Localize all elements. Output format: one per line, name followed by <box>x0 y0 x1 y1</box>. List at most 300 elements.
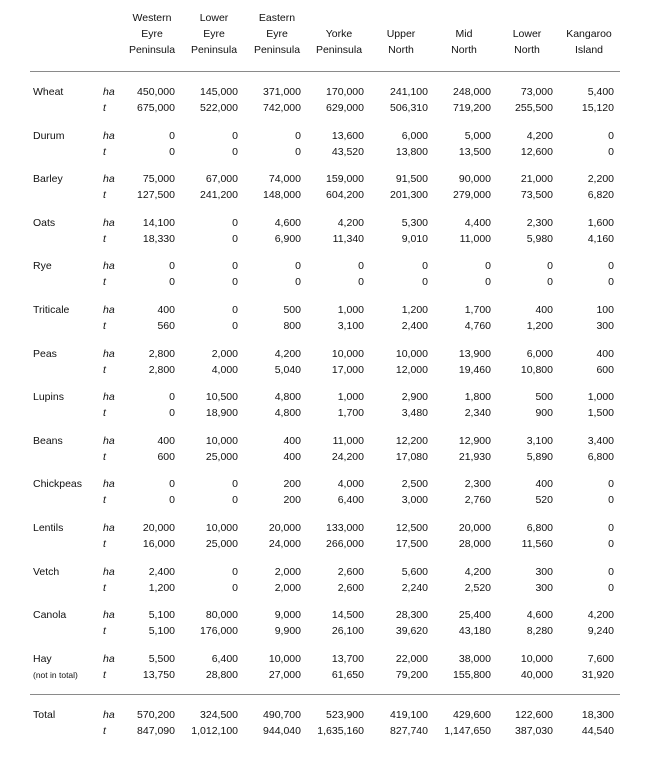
table-cell: 2,000 <box>274 565 301 578</box>
table-cell: 13,700 <box>331 652 364 665</box>
table-cell: 5,890 <box>526 450 553 463</box>
column-header <box>429 26 499 58</box>
table-cell: 13,600 <box>331 129 364 142</box>
table-cell: 6,400 <box>211 652 238 665</box>
table-cell: 2,900 <box>401 391 428 404</box>
table-cell: 19,460 <box>458 363 491 376</box>
table-cell: 127,500 <box>137 189 175 202</box>
unit-label: ha <box>103 86 115 98</box>
table-cell: 148,000 <box>263 189 301 202</box>
table-cell: 4,400 <box>464 216 491 229</box>
unit-label: ha <box>103 709 115 721</box>
unit-label: ha <box>103 565 115 578</box>
unit-label: t <box>103 450 106 463</box>
total-value: 570,200 <box>137 709 175 721</box>
table-cell: 7,600 <box>587 652 614 665</box>
table-cell: 0 <box>232 494 238 507</box>
table-cell: 1,200 <box>526 320 553 332</box>
table-cell: 6,800 <box>587 450 614 463</box>
crop-name: Rye <box>33 260 52 273</box>
column-header-line: North <box>514 44 540 56</box>
table-cell: 0 <box>608 276 614 289</box>
table-cell: 17,500 <box>395 538 428 550</box>
table-cell: 43,520 <box>331 145 364 158</box>
table-cell: 400 <box>283 450 301 463</box>
table-cell: 2,400 <box>148 565 175 578</box>
table-cell: 2,000 <box>211 347 238 360</box>
crop-name: Peas <box>33 347 57 360</box>
unit-label: t <box>103 232 106 245</box>
unit-label: ha <box>103 652 115 665</box>
table-cell: 2,300 <box>464 478 491 491</box>
crop-name: Canola <box>33 609 67 622</box>
table-cell: 0 <box>232 478 238 491</box>
table-cell: 1,000 <box>337 304 364 316</box>
table-cell: 604,200 <box>326 189 364 202</box>
unit-label: t <box>103 145 106 158</box>
table-cell: 155,800 <box>453 668 491 681</box>
crop-name: Hay <box>33 652 52 665</box>
table-cell: 24,200 <box>331 450 364 463</box>
crop-name: Durum <box>33 129 65 142</box>
table-cell: 241,200 <box>200 189 238 202</box>
table-cell: 9,000 <box>274 609 301 622</box>
total-rule <box>30 694 620 695</box>
unit-label: ha <box>103 347 115 360</box>
table-cell: 14,100 <box>142 216 175 229</box>
table-cell: 500 <box>283 304 301 316</box>
table-cell: 0 <box>358 260 364 273</box>
column-header <box>492 26 562 58</box>
table-cell: 0 <box>608 565 614 578</box>
table-cell: 3,100 <box>337 320 364 332</box>
table-cell: 5,100 <box>148 609 175 622</box>
table-cell: 0 <box>295 129 301 142</box>
total-value: 1,147,650 <box>444 725 491 737</box>
table-cell: 0 <box>608 478 614 491</box>
table-cell: 0 <box>232 581 238 594</box>
unit-label: ha <box>103 434 115 447</box>
table-cell: 3,000 <box>401 494 428 507</box>
crop-name: Beans <box>33 434 63 447</box>
total-value: 18,300 <box>581 709 614 721</box>
table-cell: 500 <box>535 391 553 404</box>
column-header-line: Western <box>132 12 172 24</box>
table-cell: 1,700 <box>337 407 364 420</box>
table-cell: 0 <box>608 129 614 142</box>
column-header-line: Peninsula <box>253 44 301 56</box>
table-cell: 12,200 <box>395 434 428 447</box>
unit-label: t <box>103 538 106 550</box>
table-cell: 0 <box>169 494 175 507</box>
column-header <box>554 26 624 58</box>
unit-label: ha <box>103 129 115 142</box>
table-cell: 39,620 <box>395 625 428 638</box>
table-cell: 1,500 <box>587 407 614 420</box>
table-cell: 0 <box>422 260 428 273</box>
table-cell: 4,200 <box>274 347 301 360</box>
table-cell: 26,100 <box>331 625 364 638</box>
unit-label: t <box>103 625 106 638</box>
crop-name: Triticale <box>33 304 70 316</box>
table-cell: 14,500 <box>331 609 364 622</box>
table-cell: 25,400 <box>458 609 491 622</box>
crop-name: Oats <box>33 216 56 229</box>
table-cell: 0 <box>547 276 553 289</box>
column-header <box>366 26 436 58</box>
table-cell: 629,000 <box>326 102 364 114</box>
table-cell: 0 <box>608 260 614 273</box>
total-value: 387,030 <box>515 725 553 737</box>
table-cell: 1,800 <box>464 391 491 404</box>
table-cell: 4,160 <box>587 232 614 245</box>
table-cell: 20,000 <box>458 522 491 534</box>
table-cell: 5,500 <box>148 652 175 665</box>
column-header-line: Peninsula <box>190 44 238 56</box>
table-cell: 0 <box>169 391 175 404</box>
table-cell: 0 <box>485 260 491 273</box>
table-cell: 2,760 <box>464 494 491 507</box>
table-cell: 3,480 <box>401 407 428 420</box>
table-cell: 38,000 <box>458 652 491 665</box>
table-cell: 4,800 <box>274 407 301 420</box>
table-cell: 3,400 <box>587 434 614 447</box>
unit-label: t <box>103 725 106 737</box>
table-cell: 5,400 <box>587 86 614 98</box>
table-cell: 1,000 <box>587 391 614 404</box>
table-cell: 2,300 <box>526 216 553 229</box>
table-cell: 506,310 <box>390 102 428 114</box>
table-cell: 31,920 <box>581 668 614 681</box>
table-cell: 0 <box>232 260 238 273</box>
table-cell: 28,000 <box>458 538 491 550</box>
table-cell: 200 <box>283 478 301 491</box>
column-header-line: North <box>451 44 477 56</box>
table-cell: 1,200 <box>148 581 175 594</box>
table-cell: 4,200 <box>526 129 553 142</box>
table-cell: 520 <box>535 494 553 507</box>
table-cell: 12,500 <box>395 522 428 534</box>
table-cell: 1,600 <box>587 216 614 229</box>
table-cell: 40,000 <box>520 668 553 681</box>
table-cell: 8,280 <box>526 625 553 638</box>
table-cell: 4,600 <box>274 216 301 229</box>
table-cell: 0 <box>358 276 364 289</box>
table-cell: 6,000 <box>401 129 428 142</box>
table-cell: 0 <box>608 145 614 158</box>
table-cell: 2,240 <box>401 581 428 594</box>
table-cell: 0 <box>295 276 301 289</box>
table-cell: 0 <box>169 276 175 289</box>
unit-label: ha <box>103 609 115 622</box>
total-value: 523,900 <box>326 709 364 721</box>
table-cell: 1,200 <box>401 304 428 316</box>
table-cell: 28,800 <box>205 668 238 681</box>
column-header-line: Eyre <box>141 28 163 40</box>
table-cell: 0 <box>232 216 238 229</box>
table-cell: 80,000 <box>205 609 238 622</box>
table-cell: 0 <box>232 565 238 578</box>
table-cell: 28,300 <box>395 609 428 622</box>
table-cell: 719,200 <box>453 102 491 114</box>
table-cell: 0 <box>422 276 428 289</box>
table-cell: 170,000 <box>326 86 364 98</box>
table-cell: 6,800 <box>526 522 553 534</box>
table-cell: 5,040 <box>274 363 301 376</box>
table-cell: 0 <box>295 260 301 273</box>
total-value: 490,700 <box>263 709 301 721</box>
table-cell: 2,600 <box>337 581 364 594</box>
table-cell: 4,000 <box>337 478 364 491</box>
table-cell: 2,800 <box>148 347 175 360</box>
table-cell: 0 <box>232 129 238 142</box>
table-cell: 4,000 <box>211 363 238 376</box>
table-cell: 0 <box>169 407 175 420</box>
unit-label: t <box>103 320 106 332</box>
total-label: Total <box>33 709 56 721</box>
crop-note: (not in total) <box>33 669 78 680</box>
unit-label: t <box>103 276 106 289</box>
table-cell: 11,340 <box>332 232 364 245</box>
column-header-line: Lower <box>199 12 229 24</box>
table-cell: 5,980 <box>526 232 553 245</box>
unit-label: t <box>103 189 106 202</box>
table-cell: 2,600 <box>337 565 364 578</box>
total-value: 944,040 <box>263 725 301 737</box>
total-value: 827,740 <box>390 725 428 737</box>
table-cell: 400 <box>283 434 301 447</box>
table-cell: 0 <box>232 276 238 289</box>
table-cell: 21,000 <box>520 173 553 186</box>
table-cell: 0 <box>169 260 175 273</box>
table-cell: 18,330 <box>142 232 175 245</box>
table-cell: 2,800 <box>148 363 175 376</box>
table-cell: 0 <box>232 304 238 316</box>
column-header <box>242 10 312 58</box>
table-cell: 201,300 <box>390 189 428 202</box>
table-cell: 0 <box>232 320 238 332</box>
table-cell: 742,000 <box>263 102 301 114</box>
table-cell: 12,900 <box>458 434 491 447</box>
column-header-line: Eyre <box>266 28 288 40</box>
table-cell: 6,900 <box>274 232 301 245</box>
table-cell: 279,000 <box>453 189 491 202</box>
table-cell: 241,100 <box>390 86 428 98</box>
table-cell: 400 <box>535 304 553 316</box>
table-cell: 133,000 <box>326 522 364 534</box>
table-cell: 61,650 <box>331 668 364 681</box>
crop-name: Wheat <box>33 86 64 98</box>
unit-label: t <box>103 363 106 376</box>
table-cell: 300 <box>596 320 614 332</box>
table-cell: 522,000 <box>200 102 238 114</box>
unit-label: ha <box>103 216 115 229</box>
column-header-line: Eyre <box>203 28 225 40</box>
table-cell: 13,500 <box>458 145 491 158</box>
table-cell: 2,400 <box>401 320 428 332</box>
unit-label: ha <box>103 173 115 186</box>
table-cell: 675,000 <box>137 102 175 114</box>
unit-label: t <box>103 102 106 114</box>
column-header-line: Lower <box>512 28 542 40</box>
table-cell: 4,760 <box>464 320 491 332</box>
table-cell: 10,000 <box>205 522 238 534</box>
table-cell: 100 <box>596 304 614 316</box>
table-cell: 91,500 <box>395 173 428 186</box>
table-cell: 2,000 <box>274 581 301 594</box>
table-cell: 9,010 <box>401 232 428 245</box>
table-cell: 67,000 <box>205 173 238 186</box>
table-cell: 18,900 <box>205 407 238 420</box>
table-cell: 12,600 <box>520 145 553 158</box>
table-cell: 79,200 <box>395 668 428 681</box>
table-cell: 20,000 <box>142 522 175 534</box>
table-cell: 560 <box>157 320 175 332</box>
table-cell: 25,000 <box>205 450 238 463</box>
column-header-line: Eastern <box>258 12 296 24</box>
column-header-line: Island <box>574 44 604 56</box>
unit-label: t <box>103 494 106 507</box>
table-cell: 13,900 <box>458 347 491 360</box>
table-cell: 266,000 <box>326 538 364 550</box>
table-cell: 4,600 <box>526 609 553 622</box>
unit-label: t <box>103 668 106 681</box>
total-value: 122,600 <box>515 709 553 721</box>
table-cell: 10,000 <box>268 652 301 665</box>
table-cell: 248,000 <box>453 86 491 98</box>
table-cell: 2,200 <box>587 173 614 186</box>
total-value: 44,540 <box>581 725 614 737</box>
total-value: 847,090 <box>137 725 175 737</box>
table-cell: 0 <box>608 494 614 507</box>
table-cell: 17,000 <box>331 363 364 376</box>
table-cell: 5,600 <box>401 565 428 578</box>
table-cell: 400 <box>157 434 175 447</box>
table-cell: 6,400 <box>337 494 364 507</box>
table-cell: 600 <box>157 450 175 463</box>
unit-label: ha <box>103 260 115 273</box>
table-cell: 24,000 <box>268 538 301 550</box>
table-cell: 0 <box>485 276 491 289</box>
table-cell: 13,750 <box>142 668 175 681</box>
table-cell: 0 <box>295 145 301 158</box>
table-cell: 145,000 <box>200 86 238 98</box>
table-cell: 5,100 <box>148 625 175 638</box>
table-cell: 176,000 <box>200 625 238 638</box>
column-header-line: Peninsula <box>315 44 363 56</box>
table-cell: 900 <box>535 407 553 420</box>
table-cell: 400 <box>157 304 175 316</box>
table-cell: 0 <box>169 145 175 158</box>
table-cell: 13,800 <box>395 145 428 158</box>
total-value: 419,100 <box>390 709 428 721</box>
table-cell: 4,800 <box>274 391 301 404</box>
table-cell: 6,820 <box>587 189 614 202</box>
table-cell: 27,000 <box>268 668 301 681</box>
column-header-line: Mid <box>455 28 473 40</box>
table-cell: 74,000 <box>268 173 301 186</box>
unit-label: ha <box>103 391 115 404</box>
table-cell: 0 <box>608 538 614 550</box>
total-value: 1,635,160 <box>317 725 364 737</box>
crop-name: Vetch <box>33 565 60 578</box>
table-cell: 10,000 <box>520 652 553 665</box>
table-cell: 400 <box>596 347 614 360</box>
table-cell: 1,700 <box>464 304 491 316</box>
table-cell: 0 <box>608 581 614 594</box>
table-cell: 73,000 <box>520 86 553 98</box>
table-cell: 300 <box>535 565 553 578</box>
table-cell: 17,080 <box>395 450 428 463</box>
table-cell: 11,000 <box>332 434 364 447</box>
table-cell: 371,000 <box>263 86 301 98</box>
table-cell: 9,240 <box>587 625 614 638</box>
table-cell: 300 <box>535 581 553 594</box>
total-value: 324,500 <box>200 709 238 721</box>
table-cell: 0 <box>547 260 553 273</box>
table-cell: 22,000 <box>395 652 428 665</box>
column-header-line: Yorke <box>325 28 353 40</box>
table-cell: 5,300 <box>401 216 428 229</box>
crop-name: Chickpeas <box>33 478 83 491</box>
total-value: 1,012,100 <box>191 725 238 737</box>
table-cell: 11,560 <box>521 538 553 550</box>
unit-label: ha <box>103 478 115 491</box>
column-header <box>304 26 374 58</box>
column-header <box>179 10 249 58</box>
table-cell: 200 <box>283 494 301 507</box>
table-cell: 43,180 <box>458 625 491 638</box>
table-cell: 2,340 <box>464 407 491 420</box>
table-cell: 255,500 <box>515 102 553 114</box>
table-cell: 159,000 <box>326 173 364 186</box>
table-cell: 3,100 <box>526 434 553 447</box>
table-cell: 10,000 <box>395 347 428 360</box>
table-cell: 21,930 <box>458 450 491 463</box>
table-cell: 10,000 <box>331 347 364 360</box>
total-value: 429,600 <box>453 709 491 721</box>
crop-name: Lentils <box>33 522 64 534</box>
table-cell: 15,120 <box>581 102 614 114</box>
unit-label: ha <box>103 522 115 534</box>
table-cell: 75,000 <box>142 173 175 186</box>
table-cell: 16,000 <box>142 538 175 550</box>
table-cell: 2,520 <box>464 581 491 594</box>
table-cell: 4,200 <box>337 216 364 229</box>
unit-label: t <box>103 407 106 420</box>
table-cell: 9,900 <box>274 625 301 638</box>
table-cell: 12,000 <box>395 363 428 376</box>
unit-label: ha <box>103 304 115 316</box>
table-cell: 800 <box>283 320 301 332</box>
table-cell: 0 <box>232 232 238 245</box>
table-cell: 11,000 <box>459 232 491 245</box>
table-cell: 1,000 <box>337 391 364 404</box>
table-cell: 2,500 <box>401 478 428 491</box>
table-cell: 20,000 <box>268 522 301 534</box>
table-cell: 90,000 <box>458 173 491 186</box>
table-cell: 10,800 <box>520 363 553 376</box>
column-header-line: North <box>388 44 414 56</box>
table-cell: 0 <box>608 522 614 534</box>
table-cell: 0 <box>169 129 175 142</box>
table-cell: 450,000 <box>137 86 175 98</box>
table-cell: 600 <box>596 363 614 376</box>
crop-name: Barley <box>33 173 63 186</box>
table-cell: 10,500 <box>205 391 238 404</box>
crop-name: Lupins <box>33 391 64 404</box>
header-rule <box>30 71 620 72</box>
